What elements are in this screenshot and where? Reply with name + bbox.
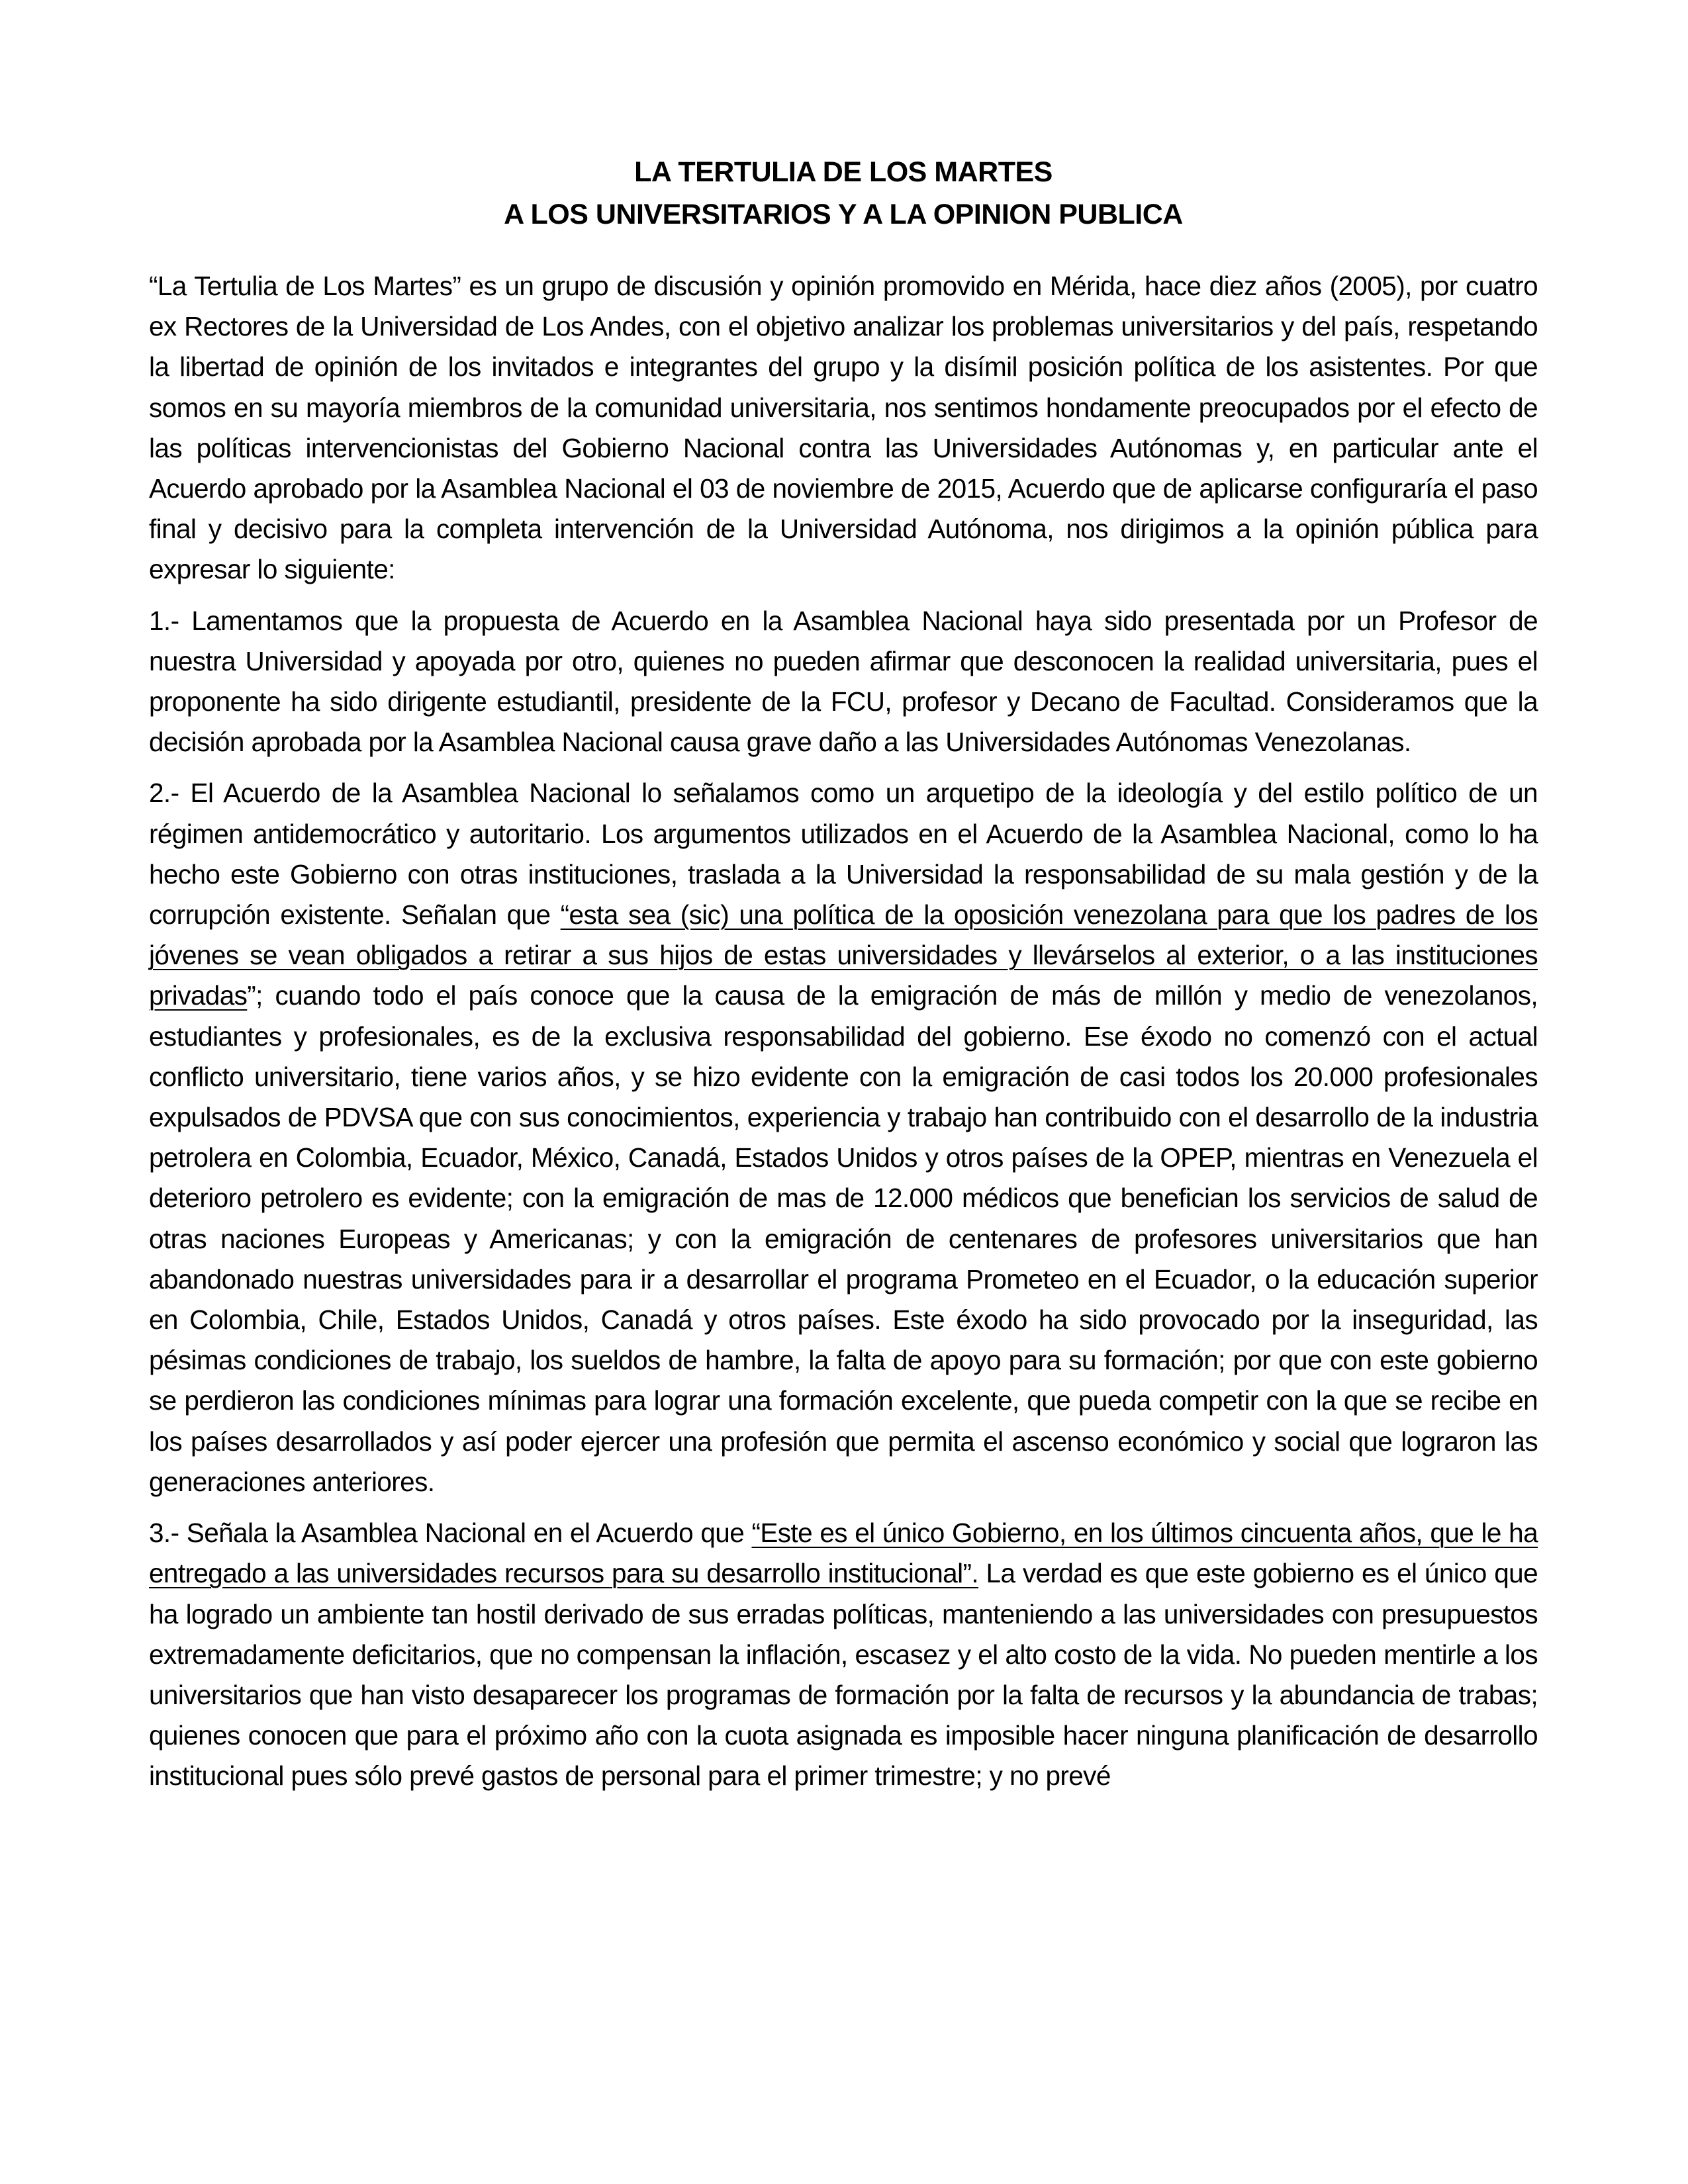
point-2-text: 2.- El Acuerdo de la Asamblea Nacional lo señalamos como un arquetipo de la ideología y del estilo político de un régimen antidemocrático y autoritario. Los argumentos utilizados en el Acuerdo de la Asamblea Nacional, como lo ha hecho este Gobierno con otras instituciones, traslada a la Universidad la responsabilidad de su mala gestión y de la corrupción existente. Señalan que	[149, 778, 1538, 931]
point-3-text: 3.- Señala la Asamblea Nacional en el Acuerdo que	[149, 1518, 752, 1549]
document-page	[149, 151, 1538, 1807]
point-2-quote: “esta sea (sic) una política de la oposición venezolana para que los padres de los jóvenes se vean obligados a retirar a sus hijos de estas universidades y llevárselos al exterior, o a las instituciones privadas	[149, 899, 1538, 1011]
title-block	[149, 151, 1538, 236]
intro-paragraph: “La Tertulia de Los Martes” es un grupo de discusión y opinión promovido en Mérida, hace diez años (2005), por cuatro ex Rectores de la Universidad de Los Andes, con el objetivo analizar los problemas universitarios y del país, respetando la libertad de opinión de los invitados e integrantes del grupo y la disímil posición política de los asistentes. Por que somos en su mayoría miembros de la comunidad universitaria, nos sentimos hondamente preocupados por el efecto de las políticas intervencionistas del Gobierno Nacional contra las Universidades Autónomas y, en particular ante el Acuerdo aprobado por la Asamblea Nacional el 03 de noviembre de 2015, Acuerdo que de aplicarse configuraría el paso final y decisivo para la completa intervención de la Universidad Autónoma, nos dirigimos a la opinión pública para expresar lo siguiente:	[149, 271, 1538, 585]
point-3-text-continued: La verdad es que este gobierno es el único que ha logrado un ambiente tan hostil derivado de sus erradas políticas, manteniendo a las universidades con presupuestos extremadamente deficitarios, que no compensan la inflación, escasez y el alto costo de la vida. No pueden mentirle a los universitarios que han visto desaparecer los programas de formación por la falta de recursos y la abundancia de trabas; quienes conocen que para el próximo año con la cuota asignada es imposible hacer ninguna planificación de desarrollo institucional pues sólo prevé gastos de personal para el primer trimestre; y no prevé	[149, 1558, 1538, 1792]
point-3-quote: “Este es el único Gobierno, en los últimos cincuenta años, que le ha entregado a las universidades recursos para su desarrollo institucional”.	[149, 1518, 1538, 1589]
document-title: LA TERTULIA DE LOS MARTES	[634, 156, 1053, 188]
point-2-text-continued: ”; cuando todo el país conoce que la causa de la emigración de más de millón y medio de venezolanos, estudiantes y profesionales, es de la exclusiva responsabilidad del gobierno. Ese éxodo no comenzó con el actual conflicto universitario, tiene varios años, y se hizo evidente con la emigración de casi todos los 20.000 profesionales expulsados de PDVSA que con sus conocimientos, experiencia y trabajo han contribuido con el desarrollo de la industria petrolera en Colombia, Ecuador, México, Canadá, Estados Unidos y otros países de la OPEP, mientras en Venezuela el deterioro petrolero es evidente; con la emigración de mas de 12.000 médicos que benefician los servicios de salud de otras naciones Europeas y Americanas; y con la emigración de centenares de profesores universitarios que han abandonado nuestras universidades para ir a desarrollar el programa Prometeo en el Ecuador, o la educación superior en Colombia, Chile, Estados Unidos, Canadá y otros países. Este éxodo ha sido provocado por la inseguridad, las pésimas condiciones de trabajo, los sueldos de hambre, la falta de apoyo para su formación; por que con este gobierno se perdieron las condiciones mínimas para lograr una formación excelente, que pueda competir con la que se recibe en los países desarrollados y así poder ejercer una profesión que permita el ascenso económico y social que lograron las generaciones anteriores.	[149, 980, 1538, 1497]
point-2-paragraph	[149, 773, 1538, 1502]
point-3-paragraph	[149, 1513, 1538, 1796]
document-subtitle: A LOS UNIVERSITARIOS Y A LA OPINION PUBLICA	[504, 199, 1183, 230]
point-1-paragraph: 1.- Lamentamos que la propuesta de Acuerdo en la Asamblea Nacional haya sido presentada por un Profesor de nuestra Universidad y apoyada por otro, quienes no pueden afirmar que desconocen la realidad universitaria, pues el proponente ha sido dirigente estudiantil, presidente de la FCU, profesor y Decano de Facultad. Consideramos que la decisión aprobada por la Asamblea Nacional causa grave daño a las Universidades Autónomas Venezolanas.	[149, 605, 1538, 758]
